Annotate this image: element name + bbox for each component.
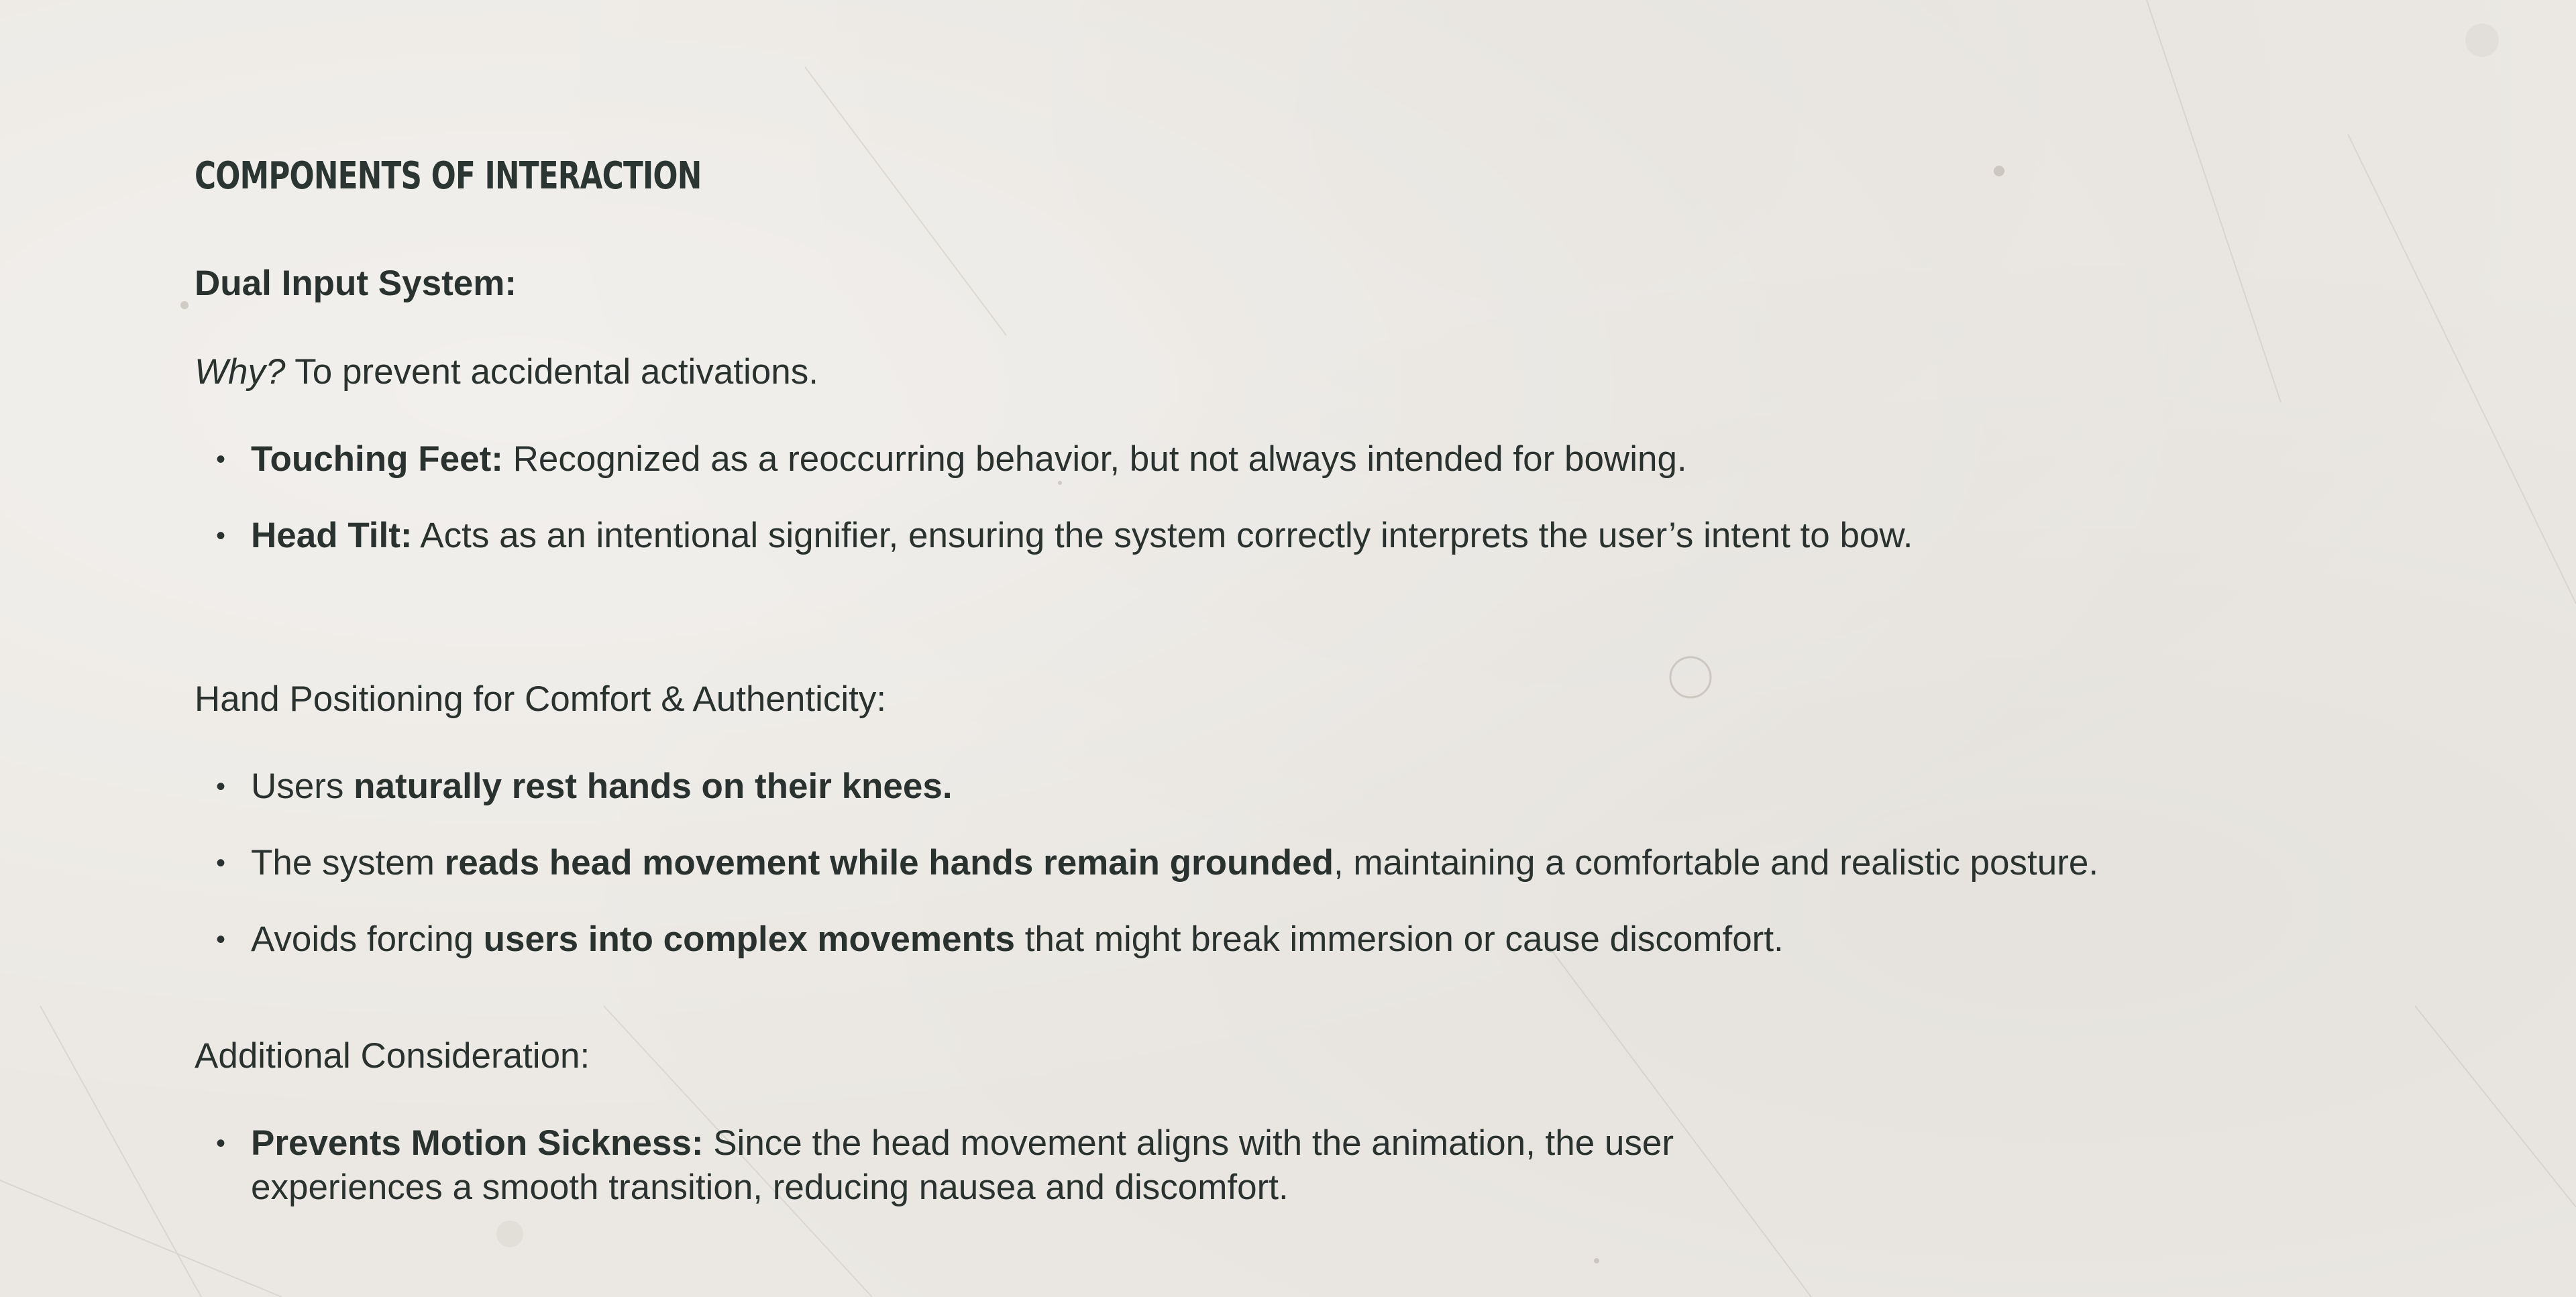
bullet-bold: reads head movement while hands remain grounded — [444, 843, 1334, 883]
bullet-glyph: • — [216, 1129, 226, 1158]
bullet-text: Recognized as a reoccurring behavior, but not always intended for bowing. — [502, 439, 1687, 479]
section-title-additional: Additional Consideration: — [195, 1036, 590, 1076]
page-title: COMPONENTS OF INTERACTION — [195, 154, 702, 198]
bullet-text: Acts as an intentional signifier, ensuring the system correctly interprets the user’s intent to bow. — [412, 516, 1913, 555]
bullet-text: that might break immersion or cause discomfort. — [1014, 919, 1784, 959]
section-title-dual-input: Dual Input System: — [195, 264, 517, 303]
bullet-text: Avoids forcing — [251, 919, 484, 959]
bullet-text: , maintaining a comfortable and realistic posture. — [1333, 843, 2099, 883]
bullet-bold: Touching Feet: — [251, 439, 503, 479]
bullet-glyph: • — [216, 925, 226, 954]
why-label: Why? — [195, 352, 286, 392]
why-line — [195, 350, 818, 394]
bullet-text: The system — [251, 843, 445, 883]
why-text: To prevent accidental activations. — [285, 352, 818, 392]
bullet-glyph: • — [216, 848, 226, 878]
bullet-bold: Head Tilt: — [251, 516, 413, 555]
bullet-glyph: • — [216, 445, 226, 474]
section-title-hand-positioning: Hand Positioning for Comfort & Authenticity: — [195, 679, 887, 719]
bullet-text: Since the head movement aligns with the animation, the user — [703, 1123, 1674, 1163]
bullet-glyph: • — [216, 521, 226, 551]
bullet-bold: Prevents Motion Sickness: — [251, 1123, 704, 1163]
bullet-glyph: • — [216, 772, 226, 801]
bullet-bold: naturally rest hands on their knees. — [354, 767, 953, 806]
bullet-text: Users — [251, 767, 354, 806]
bullet-text-line2: experiences a smooth transition, reducing nausea and discomfort. — [251, 1168, 1289, 1207]
bullet-bold: users into complex movements — [483, 919, 1015, 959]
